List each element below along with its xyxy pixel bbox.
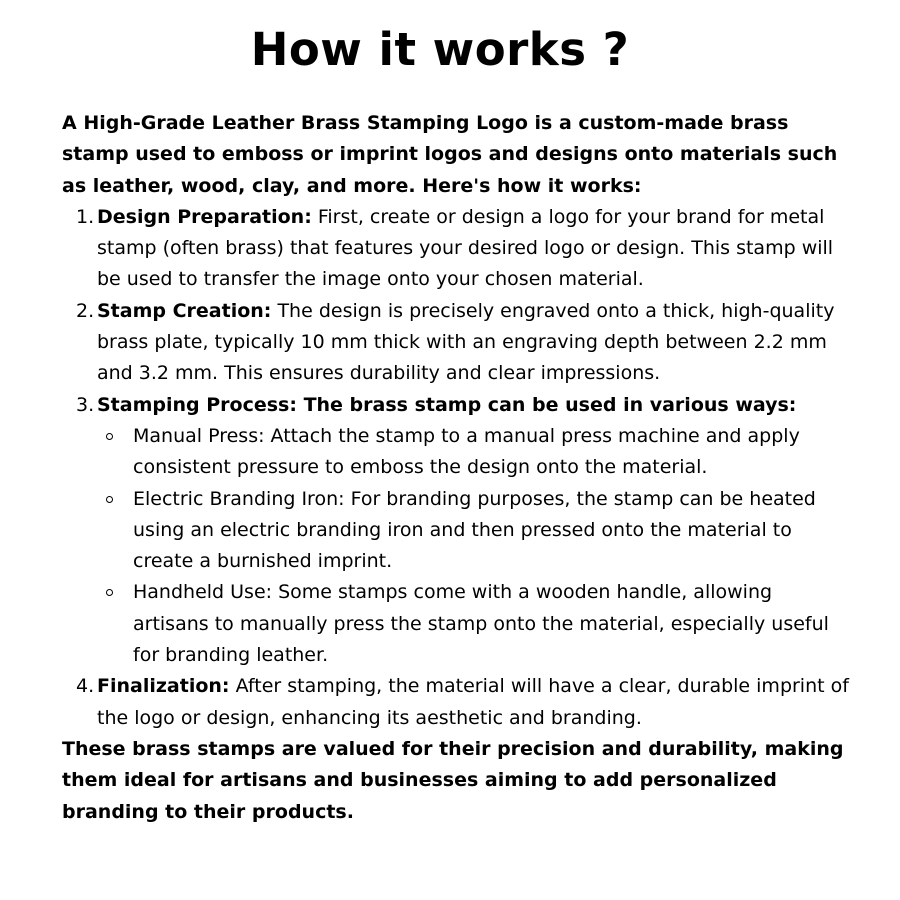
step-text: First, create or design a logo for your brand for metal stamp (often brass) that features your desired logo or design. This stamp will be used to transfer the image onto your chosen material. [97, 205, 834, 291]
step-item [62, 390, 852, 672]
step-number: 4. [76, 675, 95, 698]
step-text: The design is precisely engraved onto a thick, high-quality brass plate, typically 10 mm thick with an engraving depth between 2.2 mm and 3.2 mm. This ensures durability and clear impressions. [97, 299, 835, 385]
step-number: 3. [76, 393, 95, 416]
page-title: How it works ? [250, 23, 630, 76]
way-text: Manual Press: Attach the stamp to a manual press machine and apply consistent pressure to emboss the design onto the material. [133, 424, 800, 479]
step-item [62, 202, 852, 296]
way-item [97, 577, 852, 671]
step-item [62, 671, 852, 734]
intro-paragraph: A High-Grade Leather Brass Stamping Logo is a custom-made brass stamp used to emboss or imprint logos and designs onto materials such as leather, wood, clay, and more. Here's how it works: [62, 112, 838, 197]
closing-paragraph: These brass stamps are valued for their precision and durability, making them ideal for artisans and businesses aiming to add personalized branding to their products. [62, 737, 844, 823]
step-title: Finalization: [97, 675, 230, 698]
hollow-bullet-icon [106, 433, 113, 440]
hollow-bullet-icon [106, 496, 113, 503]
content-body [62, 108, 852, 828]
hollow-bullet-icon [106, 589, 113, 596]
step-title: Design Preparation: [97, 205, 312, 228]
step-number: 1. [76, 205, 95, 228]
step-number: 2. [76, 299, 95, 322]
steps-list [62, 202, 852, 734]
step-title: Stamp Creation: [97, 299, 272, 322]
step-item [62, 296, 852, 390]
step-title: Stamping Process: The brass stamp can be used in various ways: [97, 393, 797, 416]
way-item [97, 484, 852, 578]
way-text: Handheld Use: Some stamps come with a wooden handle, allowing artisans to manually press the stamp onto the material, especially useful for branding leather. [133, 581, 829, 667]
way-item [97, 421, 852, 484]
way-text: Electric Branding Iron: For branding purposes, the stamp can be heated using an electric branding iron and then pressed onto the material to create a burnished imprint. [133, 487, 816, 573]
step-text: After stamping, the material will have a clear, durable imprint of the logo or design, enhancing its aesthetic and branding. [97, 675, 849, 729]
stamping-ways-list [97, 421, 852, 671]
